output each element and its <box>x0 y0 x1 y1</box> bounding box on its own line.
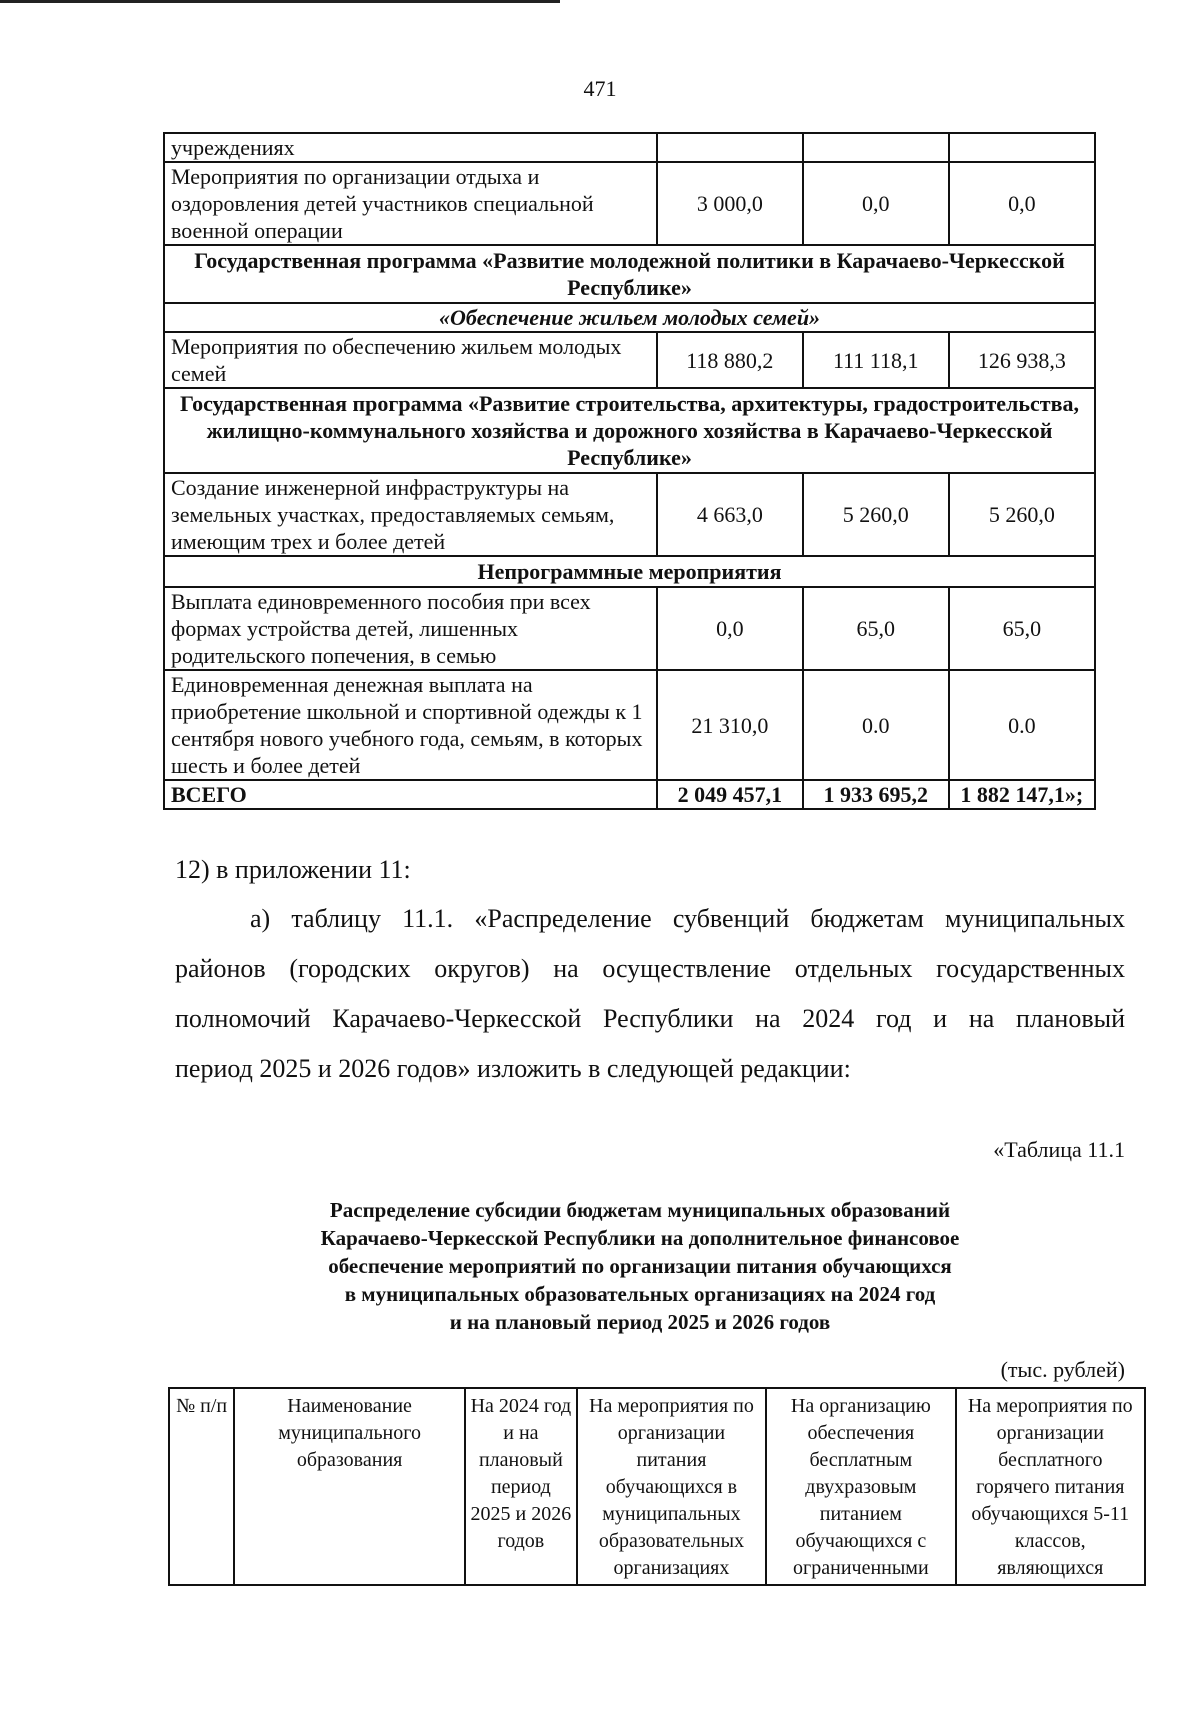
subsection-heading-row <box>164 303 1095 332</box>
value-2026-cell: 126 938,3 <box>949 332 1095 388</box>
section-heading: «Обеспечение жильем молодых семей» <box>164 303 1095 332</box>
page-number: 471 <box>583 76 617 101</box>
header-cell-number: № п/п <box>169 1388 234 1585</box>
table-row <box>164 332 1095 388</box>
section-heading: Государственная программа «Развитие строительства, архитектуры, градостроительства, жилищно-коммунального хозяйства и дорожного хозяйства в Карачаево-Черкесской Республике» <box>164 388 1095 473</box>
value-2026-cell: 0,0 <box>949 162 1095 245</box>
row-name-cell: Мероприятия по организации отдыха и оздоровления детей участников специальной военной операции <box>164 162 657 245</box>
item-12-paragraph: 12) в приложении 11: <box>175 855 411 884</box>
value-2026-cell: 1 882 147,1»; <box>949 780 1095 809</box>
value-2025-cell: 111 118,1 <box>803 332 949 388</box>
value-2024-cell: 118 880,2 <box>657 332 803 388</box>
table-header-row <box>169 1388 1145 1585</box>
table-title-line: и на плановый период 2025 и 2026 годов <box>449 1310 831 1334</box>
value-2024-cell: 3 000,0 <box>657 162 803 245</box>
row-name-cell: Выплата единовременного пособия при всех формах устройства детей, лишенных родительского попечения, в семью <box>164 587 657 670</box>
subsidy-table-header <box>168 1387 1146 1586</box>
section-heading-row <box>164 245 1095 303</box>
value-2024-cell: 4 663,0 <box>657 473 803 556</box>
scan-top-line <box>0 0 560 3</box>
value-2026-cell: 5 260,0 <box>949 473 1095 556</box>
section-heading-row <box>164 388 1095 473</box>
value-2025-cell <box>803 133 949 162</box>
header-cell-period: На 2024 год и на плановый период 2025 и 2026 годов <box>465 1388 577 1585</box>
table-title-line: в муниципальных образовательных организациях на 2024 год <box>344 1282 936 1306</box>
section-heading: Государственная программа «Развитие молодежной политики в Карачаево-Черкесской Республике» <box>164 245 1095 303</box>
value-2024-cell <box>657 133 803 162</box>
table-title-line: обеспечение мероприятий по организации питания обучающихся <box>328 1254 952 1278</box>
value-2024-cell: 0,0 <box>657 587 803 670</box>
paragraph-line: полномочий Карачаево-Черкесской Республики на 2024 год и на плановый <box>175 1004 1125 1033</box>
table-title-line: Распределение субсидии бюджетам муниципальных образований <box>329 1198 951 1222</box>
table-title <box>200 1196 1080 1336</box>
value-2025-cell: 65,0 <box>803 587 949 670</box>
row-name-cell: Создание инженерной инфраструктуры на земельных участках, предоставляемых семьям, имеющим трех и более детей <box>164 473 657 556</box>
value-2024-cell: 21 310,0 <box>657 670 803 780</box>
table-row <box>164 162 1095 245</box>
header-cell-hot-meals: На мероприятия по организации бесплатного горячего питания обучающихся 5-11 классов, являющихся <box>956 1388 1145 1585</box>
paragraph-line: районов (городских округов) на осуществление отдельных государственных <box>175 954 1125 983</box>
header-cell-municipality: Наименование муниципального образования <box>234 1388 465 1585</box>
row-name-cell: ВСЕГО <box>164 780 657 809</box>
value-2025-cell: 1 933 695,2 <box>803 780 949 809</box>
value-2025-cell: 0.0 <box>803 670 949 780</box>
value-2025-cell: 0,0 <box>803 162 949 245</box>
item-a-paragraph <box>175 894 1125 1094</box>
funding-table <box>163 132 1096 810</box>
value-2024-cell: 2 049 457,1 <box>657 780 803 809</box>
row-name-cell: учреждениях <box>164 133 657 162</box>
row-name-cell: Единовременная денежная выплата на приобретение школьной и спортивной одежды к 1 сентября нового учебного года, семьям, в которых шесть и более детей <box>164 670 657 780</box>
table-row <box>164 473 1095 556</box>
units-label: (тыс. рублей) <box>1000 1357 1125 1382</box>
table-row <box>164 133 1095 162</box>
table-title-line: Карачаево-Черкесской Республики на дополнительное финансовое <box>320 1226 960 1250</box>
value-2026-cell <box>949 133 1095 162</box>
section-heading: Непрограммные мероприятия <box>164 556 1095 587</box>
section-heading-row <box>164 556 1095 587</box>
table-label: «Таблица 11.1 <box>993 1137 1125 1162</box>
value-2026-cell: 0.0 <box>949 670 1095 780</box>
header-cell-two-meals: На организацию обеспечения бесплатным двухразовым питанием обучающихся с ограниченными <box>766 1388 955 1585</box>
row-name-cell: Мероприятия по обеспечению жильем молодых семей <box>164 332 657 388</box>
total-row <box>164 780 1095 809</box>
value-2026-cell: 65,0 <box>949 587 1095 670</box>
paragraph-line: период 2025 и 2026 годов» изложить в следующей редакции: <box>175 1054 851 1083</box>
header-cell-meals: На мероприятия по организации питания обучающихся в муниципальных образовательных организациях <box>577 1388 766 1585</box>
table-row <box>164 670 1095 780</box>
table-row <box>164 587 1095 670</box>
paragraph-line: а) таблицу 11.1. «Распределение субвенций бюджетам муниципальных <box>250 904 1125 933</box>
value-2025-cell: 5 260,0 <box>803 473 949 556</box>
